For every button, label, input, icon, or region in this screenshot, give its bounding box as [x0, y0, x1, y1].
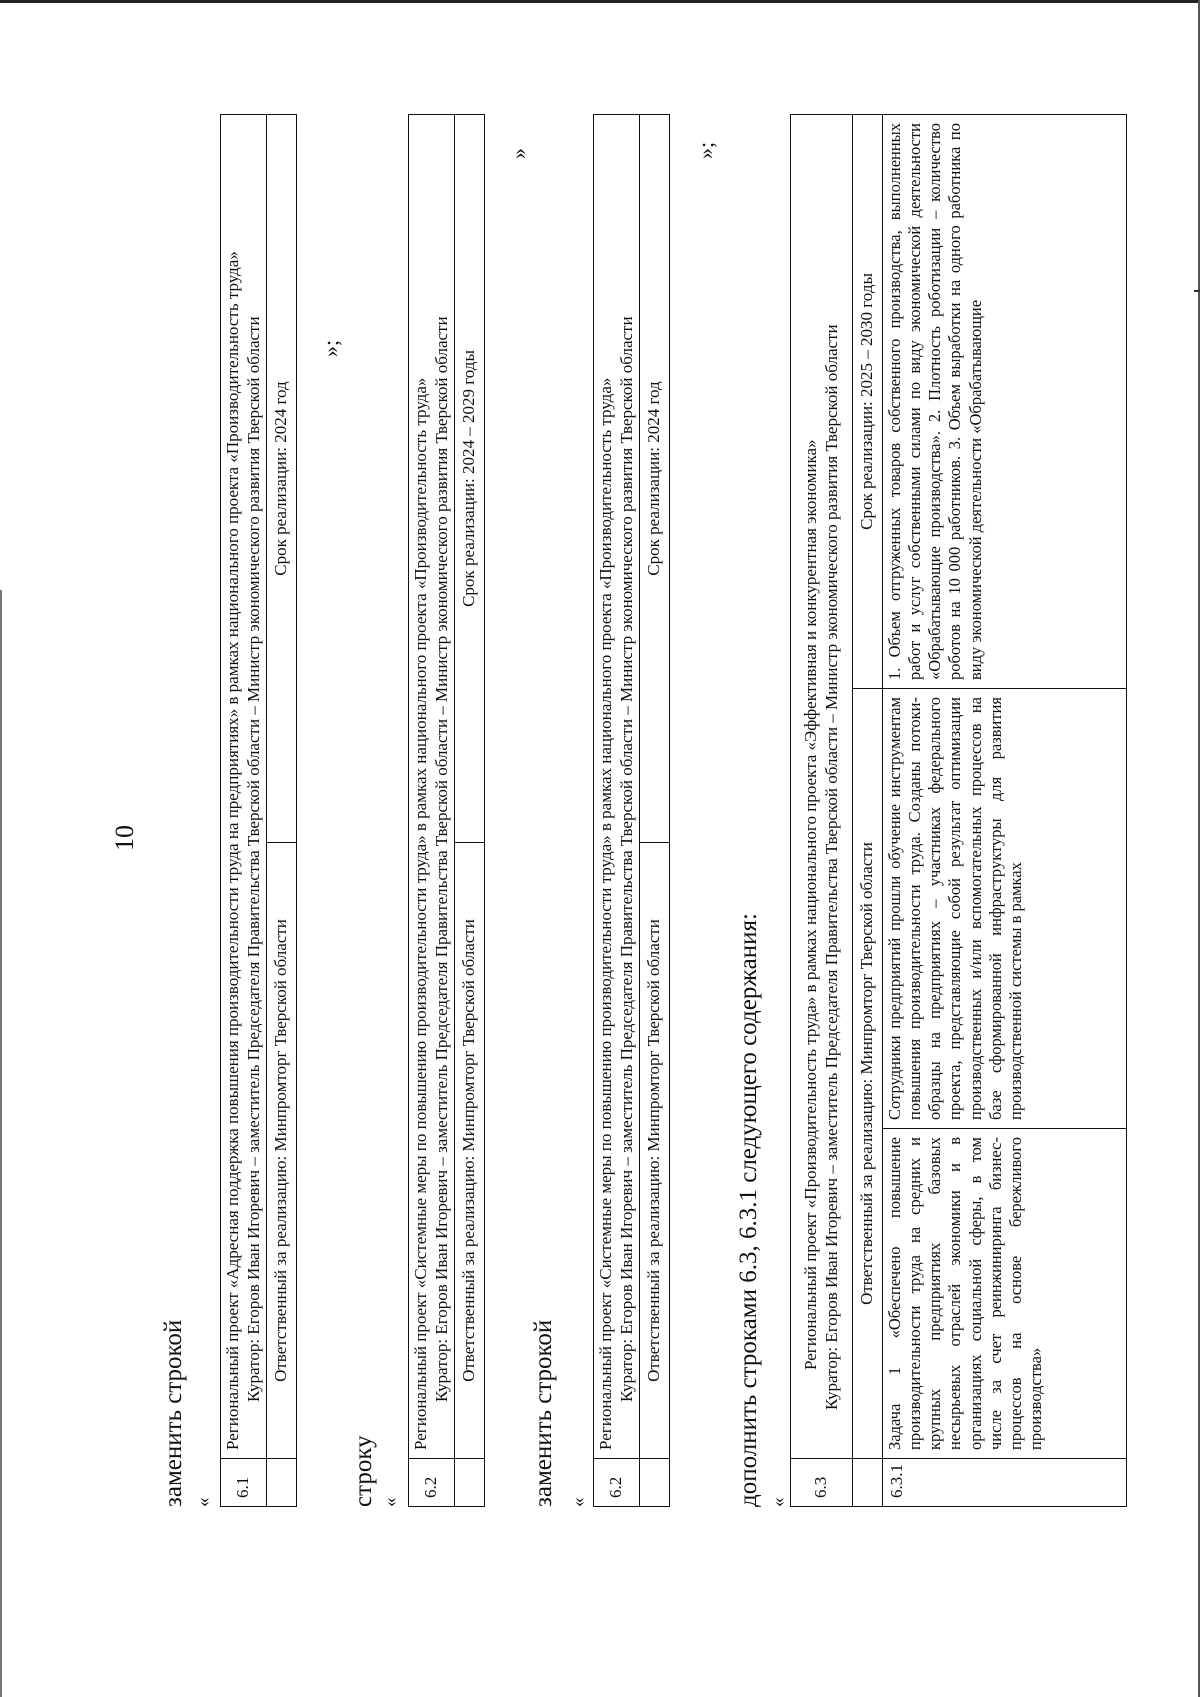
empty-cell — [267, 1459, 297, 1507]
open-quote: « — [380, 1497, 401, 1507]
open-quote: « — [768, 1497, 789, 1507]
empty-cell — [455, 1459, 485, 1507]
table-row-6-2-new — [593, 114, 670, 1507]
term: Срок реализации: 2024 год — [640, 115, 670, 843]
project-title: Региональный проект «Системные меры по повышению производительности труда» в рамках национального проекта «Производительность труда» — [596, 377, 616, 1450]
project-curator: Куратор: Егоров Иван Игоревич – заместитель Председателя Правительства Тверской области – Министр экономического развития Тверской области — [616, 316, 636, 1402]
project-title: Региональный проект «Системные меры по повышению производительности труда» в рамках национального проекта «Производительность труда» — [411, 377, 431, 1450]
row-number: 6.1 — [221, 1459, 267, 1507]
project-title-cell — [409, 115, 455, 1459]
table-rows-6-3 — [790, 114, 1127, 1507]
term: Срок реализации: 2024 – 2029 годы — [455, 115, 485, 843]
term: Срок реализации: 2024 год — [267, 114, 297, 842]
row-number: 6.3 — [791, 1459, 853, 1507]
open-quote: « — [568, 1497, 589, 1507]
project-title: Региональный проект «Адресная поддержка повышения производительности труда на предприятиях» в рамках национального проекта «Производительность труда» — [223, 251, 243, 1450]
table-row-6-1 — [220, 114, 297, 1507]
open-quote: « — [193, 1497, 214, 1507]
project-title-cell — [221, 114, 267, 1458]
empty-cell — [853, 1459, 883, 1507]
instruction-add-rows: дополнить строками 6.3, 6.3.1 следующего содержания: — [735, 913, 762, 1507]
close-quote-semicolon: »; — [318, 339, 343, 357]
project-title-cell — [594, 115, 640, 1459]
term: Срок реализации: 2025 – 2030 годы — [853, 114, 883, 688]
instruction-replace-row-2: заменить строкой — [530, 1319, 557, 1507]
task-text: Задача 1 «Обеспечено повышение производительности труда на средних и крупных предприятиях базовых несырьевых отраслей экономики и в организациях социальной сферы, в том числе за счет реинжиниринга бизнес-процессов на основе бережливого производства» — [883, 1129, 1127, 1459]
task-number: 6.3.1 — [883, 1459, 1127, 1507]
responsible: Ответственный за реализацию: Минпромторг Тверской области — [267, 843, 297, 1459]
responsible: Ответственный за реализацию: Минпромторг Тверской области — [853, 689, 883, 1459]
project-title: Региональный проект «Производительность труда» в рамках национального проекта «Эффективная и конкурентная экономика» — [801, 439, 821, 1370]
close-quote-semicolon: »; — [693, 141, 718, 159]
responsible: Ответственный за реализацию: Минпромторг Тверской области — [640, 843, 670, 1459]
row-number: 6.2 — [409, 1459, 455, 1507]
project-curator: Куратор: Егоров Иван Игоревич – заместитель Председателя Правительства Тверской области – Министр экономического развития Тверской области — [821, 324, 841, 1410]
project-title-cell — [791, 114, 853, 1458]
indicators-text: 1. Объем отгруженных товаров собственного производства, выполненных работ и услуг собственными силами по виду экономической деятельности «Обрабатывающие производства». 2. Плотность роботизации – количество роботов на 10 000 работников. 3. Объем выработки на одного работника по виду экономической деятельности «Обрабатывающие — [883, 114, 1127, 688]
instruction-replace-row: заменить строкой — [160, 1319, 187, 1507]
empty-cell — [640, 1459, 670, 1507]
project-curator: Куратор: Егоров Иван Игоревич – заместитель Председателя Правительства Тверской области – Министр экономического развития Тверской области — [431, 316, 451, 1402]
responsible: Ответственный за реализацию: Минпромторг Тверской области — [455, 843, 485, 1459]
table-row-6-2-old — [408, 114, 485, 1507]
close-quote: » — [506, 148, 531, 159]
row-number: 6.2 — [594, 1459, 640, 1507]
project-curator: Куратор: Егоров Иван Игоревич – заместитель Председателя Правительства Тверской области – Министр экономического развития Тверской области — [243, 316, 263, 1402]
instruction-row: строку — [350, 1435, 377, 1507]
page-number: 10 — [110, 825, 139, 851]
effects-text: Сотрудники предприятий прошли обучение инструментам повышения производительности труда. Созданы потоки-образцы на предприятиях – участниках федерального проекта, представляющие собой результат оптимизации производственных и/или вспомогательных процессов на базе сформированной инфраструктуры для развития производственной системы в рамках — [883, 689, 1127, 1129]
